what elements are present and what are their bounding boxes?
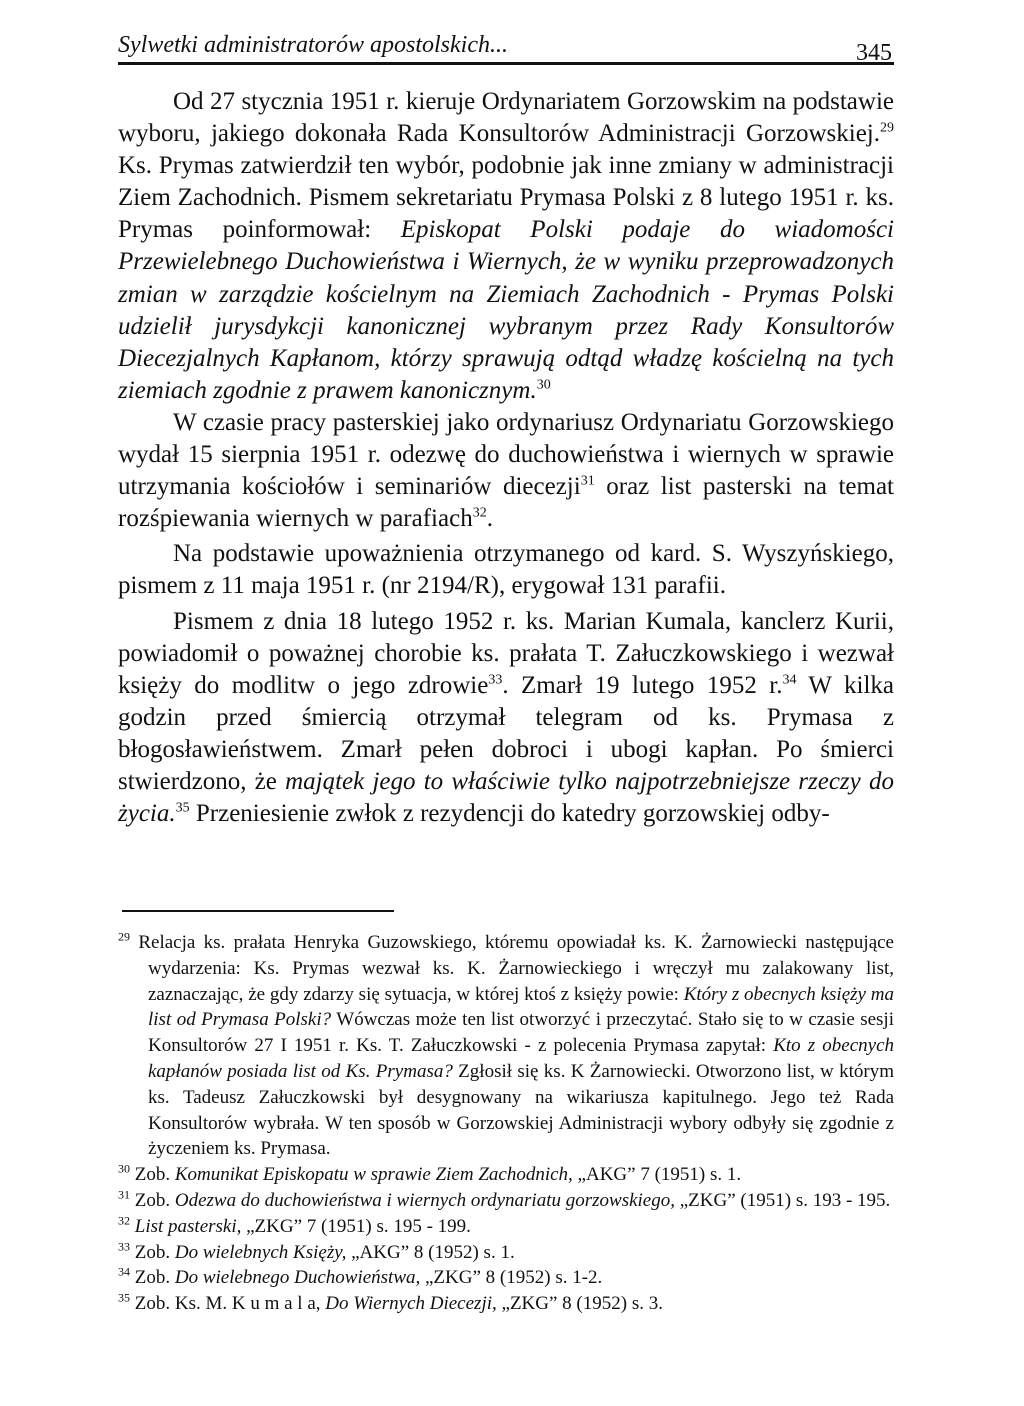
footnote-ref-30[interactable]: 30	[536, 377, 551, 393]
text: „AKG” 7 (1951) s. 1.	[572, 1164, 742, 1186]
text: Pismem z dnia 18 lutego 1952 r. ks. Marian Kumala, kanclerz Kurii, powiadomił o poważnej chorobie ks. prałata T. Załuczkowskiego i wezwał księży do modlitw o jego zdrowie	[118, 607, 894, 699]
footnote-ref-29[interactable]: 29	[880, 120, 894, 136]
quote: majątek jego to właściwie tylko najpotrzebniejsze rzeczy do życia.	[118, 767, 894, 828]
footnote-ref-35[interactable]: 35	[175, 800, 190, 816]
text: Ks. Prymas zatwierdził ten wybór, podobnie jak inne zmiany w administracji Ziem Zachodnich. Pismem sekretariatu Prymasa Polski z 8 lutego 1951 r. ks. Prymas poinformował:	[118, 152, 894, 244]
text: .	[486, 505, 493, 533]
text: Zob.	[130, 1164, 175, 1186]
footnote-30	[118, 1162, 894, 1188]
text: Wówczas może ten list otworzyć i przeczytać. Stało się to w czasie sesji Konsultorów 27 I 1951 r. Ks. T. Załuczkowski - z polecenia Prymasa zapytał:	[148, 1009, 894, 1057]
text: „ZKG” 8 (1952) s. 1-2.	[420, 1267, 603, 1289]
footnote-number: 32	[118, 1213, 130, 1228]
page-number: 345	[856, 40, 892, 66]
text: W kilka godzin przed śmiercią otrzymał telegram od ks. Prymasa z błogosławieństwem. Zmarł pełen dobroci i ubogi kapłan. Po śmierci stwierdzono, że	[118, 671, 894, 795]
text: Przeniesienie zwłok z rezydencji do katedry gorzowskiej odby-	[189, 800, 830, 828]
footnote-number: 34	[118, 1265, 130, 1280]
footnote-number: 29	[118, 929, 130, 944]
text: Zgłosił się ks. K Żarnowiecki. Otworzono list, w którym ks. Tadeusz Załuczkowski był desygnowany na wikariusza kapitulnego. Jego też Rada Konsultorów wybrała. W ten sposób w Gorzowskiej Administracji wybory odbyły się zgodnie z życzeniem ks. Prymasa.	[148, 1060, 895, 1160]
footnote-ref-31[interactable]: 31	[580, 473, 595, 489]
text: „ZKG” 8 (1952) s. 3.	[496, 1293, 663, 1315]
author-name: K u m a l a,	[231, 1293, 321, 1315]
text: Zob.	[130, 1241, 175, 1263]
text: „AKG” 8 (1952) s. 1.	[346, 1241, 515, 1263]
text: Od 27 stycznia 1951 r. kieruje Ordynariatem Gorzowskim na podstawie wyboru, jakiego dokonała Rada Konsultorów Administracji Gorzowskiej.	[118, 88, 894, 148]
footnote-ref-33[interactable]: 33	[488, 672, 503, 688]
footnote-ref-34[interactable]: 34	[782, 672, 797, 688]
footnote-33	[118, 1240, 894, 1266]
paragraph-4	[118, 606, 894, 831]
footnotes	[118, 930, 894, 1317]
work-title: Komunikat Episkopatu w sprawie Ziem Zachodnich,	[174, 1164, 573, 1186]
running-title: Sylwetki administratorów apostolskich...	[118, 32, 508, 58]
main-text	[118, 86, 894, 830]
text: . Zmarł 19 lutego 1952 r.	[502, 671, 783, 699]
quote: Który z obecnych księży ma list od Prymasa Polski?	[148, 983, 894, 1031]
text: Zob.	[130, 1189, 175, 1211]
work-title: Odezwa do duchowieństwa i wiernych ordynariatu gorzowskiego,	[174, 1189, 675, 1211]
paragraph-2	[118, 407, 894, 535]
text: „ZKG” 7 (1951) s. 195 - 199.	[241, 1215, 471, 1237]
footnote-ref-32[interactable]: 32	[472, 505, 487, 521]
text: oraz list pasterski na temat rozśpiewania wiernych w parafiach	[118, 473, 894, 533]
footnote-34	[118, 1265, 894, 1291]
paragraph-1	[118, 86, 894, 407]
paragraph-3: Na podstawie upoważnienia otrzymanego od kard. S. Wyszyńskiego, pismem z 11 maja 1951 r. (nr 2194/R), erygował 131 parafii.	[118, 540, 894, 600]
work-title: Do wielebnego Duchowieństwa,	[174, 1267, 421, 1289]
text: Zob. Ks. M.	[130, 1293, 232, 1315]
footnote-number: 33	[118, 1239, 130, 1254]
text: W czasie pracy pasterskiej jako ordynariusz Ordynariatu Gorzowskiego wydał 15 sierpnia 1951 r. odezwę do duchowieństwa i wiernych w sprawie utrzymania kościołów i seminariów diecezji	[118, 408, 894, 501]
quote: Episkopat Polski podaje do wiadomości Przewielebnego Duchowieństwa i Wiernych, że w wyniku przeprowadzonych zmian w zarządzie kościelnym na Ziemiach Zachodnich - Prymas Polski udzielił jurysdykcji kanonicznej wybranym przez Rady Konsultorów Diecezjalnych Kapłanom, którzy sprawują odtąd władzę kościelną na tych ziemiach zgodnie z prawem kanonicznym.	[118, 216, 894, 404]
footnote-29	[118, 930, 894, 1162]
footnote-32	[118, 1214, 894, 1240]
footnote-separator	[122, 910, 394, 912]
footnote-35	[118, 1291, 894, 1317]
running-header	[118, 20, 894, 65]
footnote-number: 31	[118, 1187, 130, 1202]
text: „ZKG” (1951) s. 193 - 195.	[675, 1189, 891, 1211]
footnote-31	[118, 1188, 894, 1214]
work-title: Do wielebnych Księży,	[174, 1241, 347, 1263]
text: Relacja ks. prałata Henryka Guzowskiego, któremu opowiadał ks. K. Żarnowiecki następujące wydarzenia: Ks. Prymas wezwał ks. K. Żarnowieckiego i wręczył mu zalakowany list, zaznaczając, że gdy zdarzy się sytuacja, w której ktoś z księży powie:	[130, 932, 894, 1005]
quote: Kto z obecnych kapłanów posiada list od Ks. Prymasa?	[148, 1035, 895, 1082]
footnote-number: 30	[118, 1161, 130, 1176]
work-title: Do Wiernych Diecezji,	[325, 1293, 497, 1315]
text: Zob.	[130, 1267, 175, 1289]
work-title: List pasterski,	[134, 1215, 242, 1237]
footnote-number: 35	[118, 1290, 130, 1305]
